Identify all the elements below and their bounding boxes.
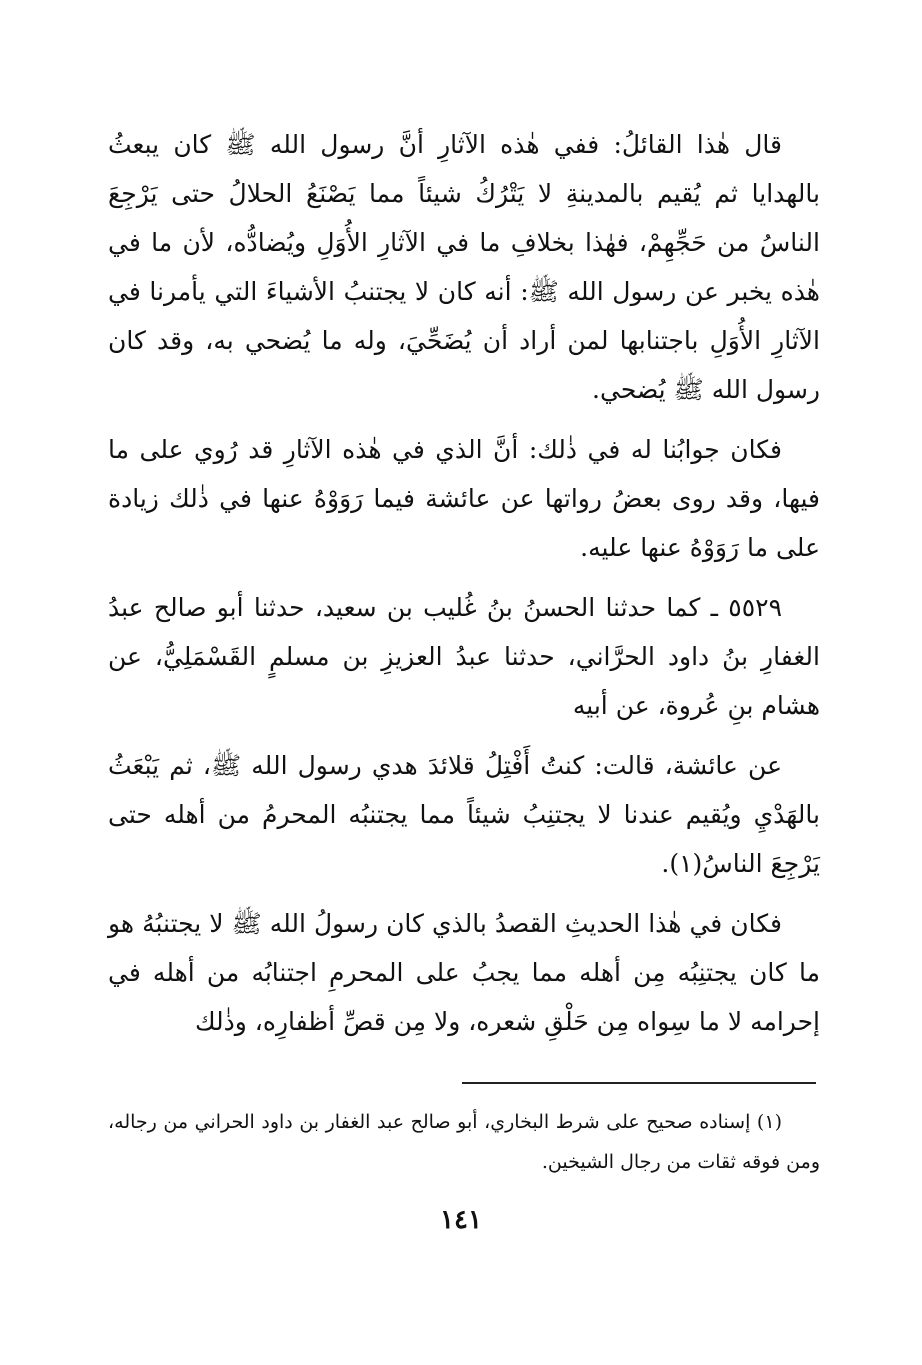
paragraph-1: قال هٰذا القائلُ: ففي هٰذه الآثارِ أنَّ رسول الله ﷺ كان يبعثُ بالهدايا ثم يُقيم بالمدينةِ لا يَتْرُكُ شيئاً مما يَصْنَعُ الحلالُ حتى يَرْجِعَ الناسُ من حَجِّهِمْ، فهٰذا بخلافِ ما في الآثارِ الأُوَلِ ويُضادُّه، لأن ما في هٰذه يخبر عن رسول الله ﷺ: أنه كان لا يجتنبُ الأشياءَ التي يأمرنا في الآثارِ الأُوَلِ باجتنابها لمن أراد أن يُضَحِّيَ، وله ما يُضحي به، وقد كان رسول الله ﷺ يُضحي. (108, 130, 820, 404)
footnote-divider (462, 1082, 816, 1084)
footnote-1: (١) إسناده صحيح على شرط البخاري، أبو صالح عبد الغفار بن داود الحراني من رجاله، ومن فوقه ثقات من رجال الشيخين. (108, 1111, 820, 1173)
hadith-matn-paragraph: عن عائشة، قالت: كنتُ أَفْتِلُ قلائدَ هدي رسول الله ﷺ، ثم يَبْعَثُ بالهَدْيِ ويُقيم عندنا لا يجتنِبُ شيئاً مما يجتنبُه المحرمُ من أهله حتى يَرْجِعَ الناسُ(١). (108, 751, 820, 878)
hadith-isnad-paragraph: ٥٥٢٩ ـ كما حدثنا الحسنُ بنُ غُليب بن سعيد، حدثنا أبو صالح عبدُ الغفارِ بنُ داود الحرَّاني، حدثنا عبدُ العزيزِ بن مسلمٍ القَسْمَلِيُّ، عن هشام بنِ عُروة، عن أبيه (108, 593, 820, 720)
paragraph-5: فكان في هٰذا الحديثِ القصدُ بالذي كان رسولُ الله ﷺ لا يجتنبُهُ هو ما كان يجتنِبُه مِن أهله مما يجبُ على المحرمِ اجتنابُه من أهله في إحرامه لا ما سِواه مِن حَلْقِ شعره، ولا مِن قصِّ أظفارِه، وذٰلك (108, 909, 820, 1036)
page-number: ١٤١ (440, 1205, 482, 1235)
paragraph-2: فكان جوابُنا له في ذٰلك: أنَّ الذي في هٰذه الآثارِ قد رُوي على ما فيها، وقد روى بعضُ رواتها عن عائشة فيما رَوَوْهُ عنها في ذٰلك زيادة على ما رَوَوْهُ عنها عليه. (108, 435, 820, 562)
main-text (108, 120, 820, 1057)
footnotes (108, 1102, 820, 1182)
